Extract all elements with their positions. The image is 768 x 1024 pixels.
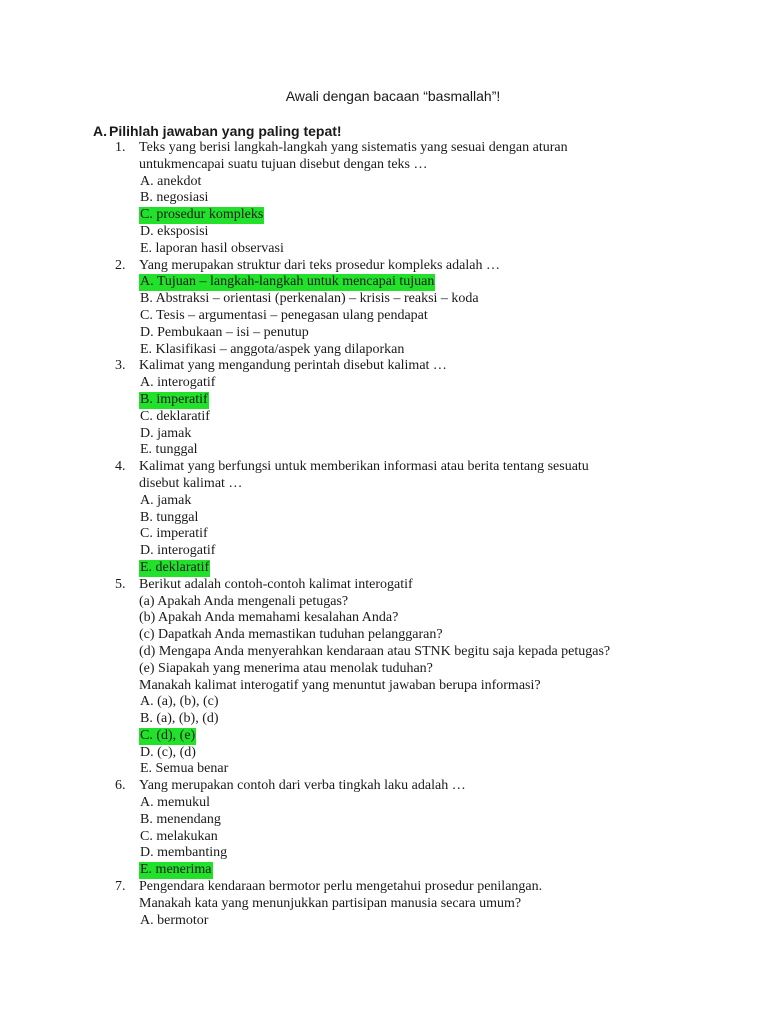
question-number: 1. xyxy=(115,140,126,155)
section-heading xyxy=(93,123,342,139)
answer-option: D. interogatif xyxy=(140,543,216,559)
question-3 xyxy=(0,358,768,459)
question-4 xyxy=(0,459,768,577)
question-number: 2. xyxy=(115,257,126,273)
question-1 xyxy=(0,140,768,258)
question-text: Kalimat yang mengandung perintah disebut kalimat … xyxy=(139,358,447,374)
question-text: (a) Apakah Anda mengenali petugas? xyxy=(139,593,349,609)
option-row xyxy=(0,913,768,930)
answer-option: D. jamak xyxy=(140,425,192,441)
question-6 xyxy=(0,778,768,879)
answer-option: E. tunggal xyxy=(140,442,198,458)
question-7 xyxy=(0,879,768,929)
question-number: 7. xyxy=(115,879,126,895)
question-text: Yang merupakan struktur dari teks prosedur kompleks adalah … xyxy=(139,257,500,273)
answer-option: A. interogatif xyxy=(140,375,216,391)
option-row xyxy=(0,694,768,711)
question-line xyxy=(0,577,768,594)
option-row xyxy=(0,342,768,359)
answer-option-highlighted: A. Tujuan – langkah-langkah untuk mencapai tujuan xyxy=(140,274,435,290)
answer-option: D. eksposisi xyxy=(140,223,209,239)
option-row xyxy=(0,241,768,258)
question-text: Kalimat yang berfungsi untuk memberikan informasi atau berita tentang sesuatu xyxy=(139,459,589,475)
option-row xyxy=(0,442,768,459)
question-line xyxy=(0,358,768,375)
option-row xyxy=(0,845,768,862)
question-number: 5. xyxy=(115,576,126,592)
question-line xyxy=(0,594,768,611)
question-line xyxy=(0,778,768,795)
answer-option: A. memukul xyxy=(140,795,210,811)
answer-option: B. Abstraksi – orientasi (perkenalan) – krisis – reaksi – koda xyxy=(140,291,479,307)
answer-option: C. Tesis – argumentasi – penegasan ulang pendapat xyxy=(140,307,428,323)
answer-option: A. anekdot xyxy=(140,173,202,189)
option-row xyxy=(0,761,768,778)
section-letter: A. xyxy=(93,123,107,139)
option-row xyxy=(0,795,768,812)
answer-option: E. laporan hasil observasi xyxy=(140,240,284,256)
question-text: Yang merupakan contoh dari verba tingkah laku adalah … xyxy=(139,778,466,794)
question-text: Manakah kata yang menunjukkan partisipan manusia secara umum? xyxy=(139,895,522,911)
answer-option: D. (c), (d) xyxy=(140,744,196,760)
question-line xyxy=(0,678,768,695)
answer-option: A. jamak xyxy=(140,492,192,508)
answer-option-highlighted: E. deklaratif xyxy=(140,559,210,575)
question-text: (c) Dapatkah Anda memastikan tuduhan pelanggaran? xyxy=(139,627,443,643)
answer-option: B. (a), (b), (d) xyxy=(140,711,219,727)
answer-option-highlighted: E. menerima xyxy=(140,862,212,878)
answer-option: D. membanting xyxy=(140,845,228,861)
option-row xyxy=(0,745,768,762)
question-number: 3. xyxy=(115,358,126,374)
answer-option: B. menendang xyxy=(140,811,221,827)
question-line xyxy=(0,459,768,476)
question-number: 4. xyxy=(115,459,126,475)
answer-option-highlighted: C. (d), (e) xyxy=(140,727,196,743)
page-title: Awali dengan bacaan “basmallah”! xyxy=(285,88,501,104)
option-row xyxy=(0,325,768,342)
option-row xyxy=(0,862,768,879)
option-row xyxy=(0,409,768,426)
option-row xyxy=(0,560,768,577)
option-row xyxy=(0,812,768,829)
option-row xyxy=(0,308,768,325)
option-row xyxy=(0,375,768,392)
question-line xyxy=(0,476,768,493)
question-2 xyxy=(0,258,768,359)
option-row xyxy=(0,224,768,241)
option-row xyxy=(0,493,768,510)
answer-option: E. Semua benar xyxy=(140,761,229,777)
option-row xyxy=(0,526,768,543)
question-line xyxy=(0,644,768,661)
answer-option: B. negosiasi xyxy=(140,190,209,206)
answer-option: C. imperatif xyxy=(140,526,208,542)
answer-option: D. Pembukaan – isi – penutup xyxy=(140,324,309,340)
question-line xyxy=(0,661,768,678)
question-line xyxy=(0,140,768,157)
question-line xyxy=(0,627,768,644)
question-number: 6. xyxy=(115,778,126,794)
option-row xyxy=(0,392,768,409)
answer-option: C. melakukan xyxy=(140,828,218,844)
question-text: (d) Mengapa Anda menyerahkan kendaraan atau STNK begitu saja kepada petugas? xyxy=(139,643,611,659)
question-text: Teks yang berisi langkah-langkah yang sistematis yang sesuai dengan aturan xyxy=(139,140,568,155)
option-row xyxy=(0,543,768,560)
answer-option-highlighted: C. prosedur kompleks xyxy=(140,207,264,223)
question-line xyxy=(0,258,768,275)
question-text: untukmencapai suatu tujuan disebut dengan teks … xyxy=(139,156,428,172)
question-line xyxy=(0,879,768,896)
option-row xyxy=(0,426,768,443)
option-row xyxy=(0,174,768,191)
question-line xyxy=(0,157,768,174)
option-row xyxy=(0,510,768,527)
question-line xyxy=(0,610,768,627)
question-text: (e) Siapakah yang menerima atau menolak tuduhan? xyxy=(139,660,433,676)
question-text: disebut kalimat … xyxy=(139,475,243,491)
question-line xyxy=(0,896,768,913)
question-text: Pengendara kendaraan bermotor perlu mengetahui prosedur penilangan. xyxy=(139,879,543,895)
question-text: Berikut adalah contoh-contoh kalimat interogatif xyxy=(139,576,413,592)
question-5 xyxy=(0,577,768,779)
question-text: (b) Apakah Anda memahami kesalahan Anda? xyxy=(139,610,399,626)
answer-option: B. tunggal xyxy=(140,509,199,525)
option-row xyxy=(0,291,768,308)
answer-option: A. (a), (b), (c) xyxy=(140,694,219,710)
option-row xyxy=(0,207,768,224)
option-row xyxy=(0,274,768,291)
question-list xyxy=(0,140,768,929)
option-row xyxy=(0,190,768,207)
option-row xyxy=(0,829,768,846)
answer-option: C. deklaratif xyxy=(140,408,210,424)
answer-option-highlighted: B. imperatif xyxy=(140,391,208,407)
section-heading-text: Pilihlah jawaban yang paling tepat! xyxy=(109,123,342,139)
answer-option: A. bermotor xyxy=(140,912,209,928)
answer-option: E. Klasifikasi – anggota/aspek yang dilaporkan xyxy=(140,341,405,357)
option-row xyxy=(0,711,768,728)
question-text: Manakah kalimat interogatif yang menuntut jawaban berupa informasi? xyxy=(139,677,541,693)
option-row xyxy=(0,728,768,745)
